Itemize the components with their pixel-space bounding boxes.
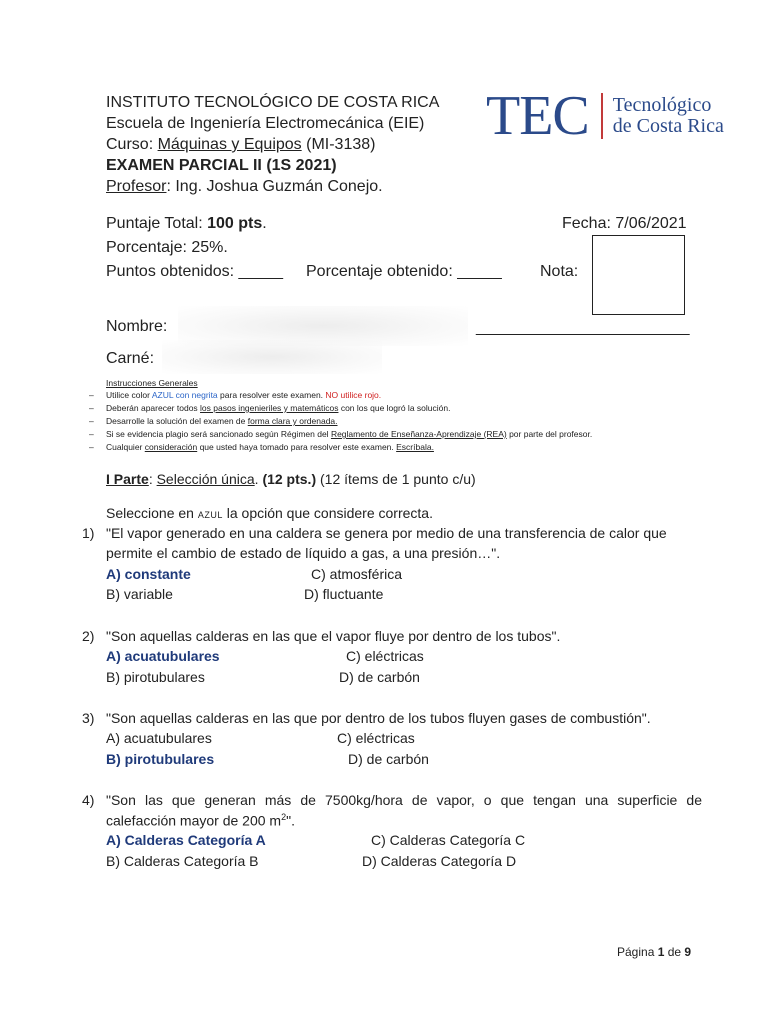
instruction-5: – Cualquier consideración que usted haya tomado para resolver este examen. Escríbala. (89, 442, 434, 452)
course-line: Curso: Máquinas y Equipos (MI-3138) (106, 136, 376, 153)
question-text: "Son las que generan más de 7500kg/hora de vapor, o que tengan una superficie de (106, 792, 702, 808)
logo-line1: Tecnológico (612, 94, 712, 116)
option-a[interactable]: A) constante (106, 566, 191, 582)
name-blank[interactable]: ________________________ (476, 319, 690, 336)
option-b[interactable]: B) variable (106, 586, 173, 602)
school-name: Escuela de Ingeniería Electromecánica (EIE) (106, 115, 425, 132)
option-c[interactable]: C) Calderas Categoría C (371, 832, 526, 848)
course-label: Curso (106, 136, 149, 153)
part1-header: I Parte: Selección única. (12 pts.) (12 ítems de 1 punto c/u) (106, 471, 476, 487)
professor-name: : Ing. Joshua Guzmán Conejo. (166, 178, 383, 195)
option-d[interactable]: D) de carbón (339, 669, 420, 685)
id-redaction (162, 340, 382, 374)
option-c[interactable]: C) atmosférica (311, 566, 403, 582)
option-c[interactable]: C) eléctricas (337, 730, 415, 746)
points-obtained[interactable]: Puntos obtenidos: _____ (106, 263, 284, 280)
question-text: "Son aquellas calderas en las que el vapor fluye por dentro de los tubos". (106, 628, 561, 644)
option-a[interactable]: A) Calderas Categoría A (106, 832, 266, 848)
percentage: Porcentaje: 25%. (106, 239, 228, 256)
question-text: "El vapor generado en una caldera se genera por medio de una transferencia de calor que (106, 525, 667, 541)
option-d[interactable]: D) Calderas Categoría D (362, 853, 517, 869)
logo-text (613, 95, 724, 137)
question-text: "Son aquellas calderas en las que por dentro de los tubos fluyen gases de combustión". (106, 710, 651, 726)
instructions-title: Instrucciones Generales (106, 378, 198, 388)
instruction-2: – Deberán aparecer todos los pasos ingenieriles y matemáticos con los que logró la solución. (89, 403, 451, 413)
exam-title: EXAMEN PARCIAL II (1S 2021) (106, 157, 337, 174)
grade-box[interactable] (592, 235, 685, 315)
page-number: Página 1 de 9 (617, 945, 692, 959)
total-score-label: Puntaje Total: (106, 215, 208, 232)
name-line: Nombre: (106, 318, 168, 335)
id-label: Carné: (106, 350, 155, 367)
grade-label: Nota: (540, 263, 579, 280)
institution-title: INSTITUTO TECNOLÓGICO DE COSTA RICA (106, 94, 440, 111)
question-text-cont: permite el cambio de estado de líquido a gas, a una presión…". (106, 545, 501, 561)
question-text-cont: calefacción mayor de 200 $m^2$". (106, 812, 295, 829)
professor-line (106, 177, 383, 196)
percent-obtained[interactable]: Porcentaje obtenido: _____ (306, 263, 502, 280)
total-score: Puntaje Total: 100 pts. (106, 215, 267, 232)
option-d[interactable]: D) fluctuante (304, 586, 384, 602)
name-label: Nombre (106, 318, 163, 335)
logo-mark: TEC (486, 85, 589, 147)
option-b[interactable]: B) Calderas Categoría B (106, 853, 259, 869)
instruction-4: – Si se evidencia plagio será sancionado según Régimen del Reglamento de Enseñanza-Aprendizaje (REA) por parte del profesor. (89, 429, 593, 439)
course-name: Máquinas y Equipos (157, 136, 302, 153)
professor-label: Profesor (106, 178, 167, 195)
option-a[interactable]: A) acuatubulares (106, 730, 212, 746)
question-number: 2) (82, 628, 95, 644)
part1-instruction: Seleccione en AZUL la opción que considere correcta. (106, 505, 433, 521)
instruction-3: – Desarrolle la solución del examen de forma clara y ordenada. (89, 416, 338, 426)
logo-line2: de Costa Rica (612, 115, 724, 137)
option-c[interactable]: C) eléctricas (346, 648, 424, 664)
course-code: (MI-3138) (301, 136, 376, 153)
option-b[interactable]: B) pirotubulares (106, 669, 205, 685)
option-d[interactable]: D) de carbón (348, 751, 429, 767)
exam-date: Fecha: 7/06/2021 (562, 215, 687, 232)
tec-logo (486, 85, 724, 147)
question-number: 4) (82, 792, 95, 808)
question-number: 1) (82, 525, 95, 541)
logo-divider (601, 93, 603, 139)
question-number: 3) (82, 710, 95, 726)
instruction-1: – Utilice color AZUL con negrita para resolver este examen. NO utilice rojo. (89, 390, 382, 400)
option-a[interactable]: A) acuatubulares (106, 648, 220, 664)
option-b[interactable]: B) pirotubulares (106, 751, 215, 767)
total-score-value: 100 pts (207, 215, 263, 232)
